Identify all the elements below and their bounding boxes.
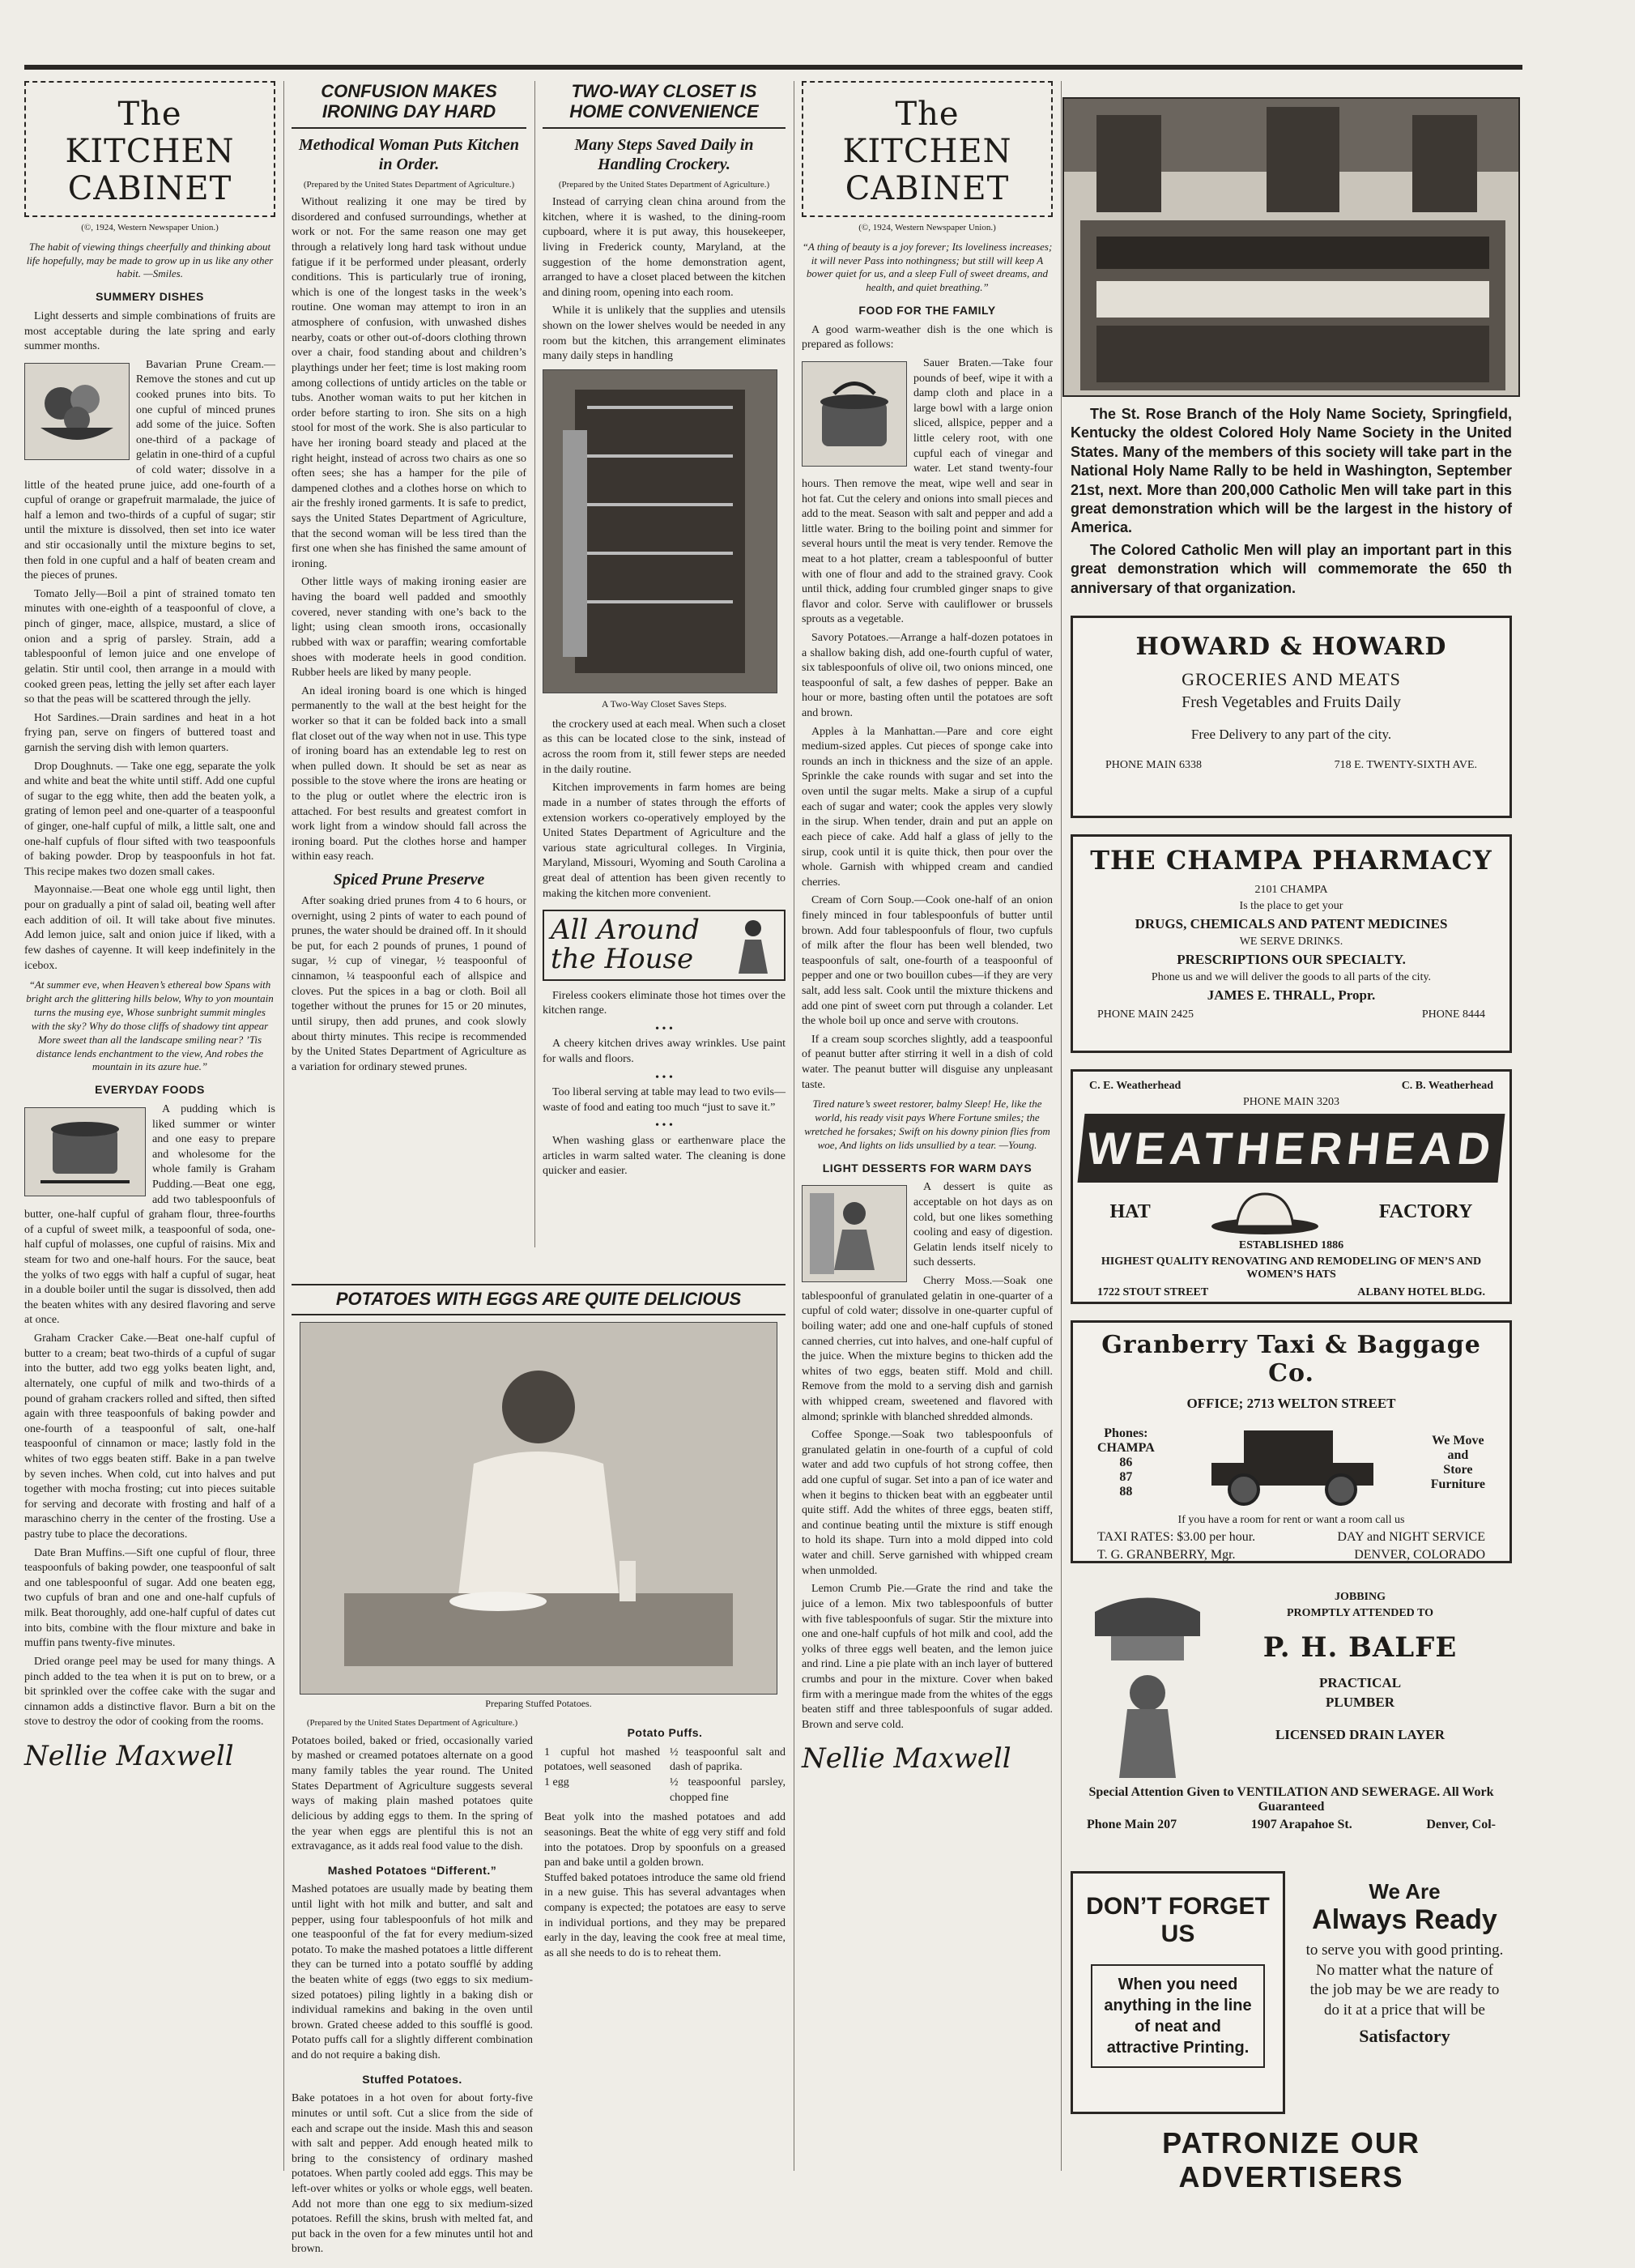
headline-prune: Spiced Prune Preserve — [333, 871, 485, 889]
ad-address: 1722 STOUT STREET — [1097, 1286, 1209, 1298]
paragraph: Cherry Moss.—Soak one tablespoonful of granulated gelatin in one-quarter of a cupful of cold water; dissolve in one-quarter cupful of boiling water; add one and one-half cupfuls of stoned canned cherries, cut into halves, and one-half cupful of the juice. When the mixture begins to thicken add the whites of two eggs, beaten stiff. Mold and chill. Remove from the mold to a serving dish and garnish with whipped cream, sweetened and flavored with almond; sprinkle with blanched shredded almonds. — [802, 1275, 1053, 1423]
bathroom-sink-icon — [1079, 1588, 1216, 1782]
paragraph: An ideal ironing board is one which is hinged permanently to the wall at the best height for the worker so that it can be folded back into a small flat closet out of the way when not in use. This type of ironing board has an extendable leg to rest on when pulled down. It should be set as near as possible to the stove where the irons are heating or to the plug or outlet where the electric iron is attached. For best results and greatest comfort in work light from a window should fall across the ironing board. Put the clothes horse and hamper within easy reach. — [292, 684, 526, 863]
ad-line: FACTORY — [1378, 1200, 1473, 1222]
paragraph: Coffee Sponge.—Soak two tablespoonfuls of granulated gelatin in one-fourth of a cupful of cold water and add two cupfuls of hot strong coffee, then add one cupful of sugar. Set into a pan of ice water and when it begins to thicken beat with an eggbeater until quite stiff. Add the whites of three eggs, beaten stiff, and continue beating until the mixture is stiff enough to hold its shape. Turn into a mold dipped into cold water and chill. Serve garnished with whipped cream when unmolded. — [802, 1429, 1053, 1577]
paragraph: Dried orange peel may be used for many things. A pinch added to the tea when it is put on to brew, or a bit sprinkled over the coffee cake with the sugar and cinnamon adds a distinctive flavor. Burn a bit on the stove to destroy the odor of cooking from the rooms. — [24, 1655, 275, 1729]
ad-line: DRUGS, CHEMICALS AND PATENT MEDICINES — [1135, 916, 1448, 932]
ad-balfe-plumber — [1071, 1580, 1512, 1855]
puffs-ingredients — [544, 1746, 786, 1805]
paragraph: Beat yolk into the mashed potatoes and add seasonings. Beat the white of egg very stiff and fold into the potatoes. Drop by spoonfuls on a greased pan and bake until a golden brown. — [544, 1811, 786, 1869]
news-caption — [1071, 405, 1512, 608]
paragraph: Bake potatoes in a hot oven for about forty-five minutes or until soft. Cut a slice from the side of each and scrape out the inside. Mash this and season with salt and pepper. Add enough heated milk to bring to the consistency of ordinary mashed potatoes. When partly cooled add eggs. This may be left-over whites or yolks or whole eggs, well beaten. Add not more than one egg to six medium-sized potatoes. Refill the skins, brush with melted fat, and put back in the oven for a few minutes until hot and brown. — [292, 2092, 533, 2256]
ad-line: and — [1447, 1448, 1469, 1462]
closet-shelves-icon — [559, 382, 761, 681]
group-photo-icon — [1064, 99, 1522, 399]
subheadline: Many Steps Saved Daily in Handling Crockery. — [574, 135, 754, 173]
signature: Nellie Maxwell — [24, 1739, 234, 1772]
box-title-line1: All Around — [551, 914, 700, 947]
paragraph: Mashed potatoes are usually made by beating them until light with hot milk and butter, and salt and pepper, using four tablespoonfuls of hot milk and one teaspoonful of the fat for every medium-sized potato. To make the mashed potatoes a little different they can be turned into a potato soufflé by adding the beaten white of eggs (two eggs to six medium-sized potatoes) piling lightly in a baking dish or individual ramekins and baking in the oven until brown. Grated cheese added to this soufflé is good. Potato puffs call for a slightly different combination and do not require a baking dish. — [292, 1883, 533, 2062]
ad-line: DAY and NIGHT SERVICE — [1337, 1530, 1485, 1544]
ad-title: DON’T FORGET — [1086, 1893, 1270, 1920]
potatoes-article — [292, 1284, 786, 2256]
all-around-house-box — [543, 910, 786, 980]
byline: (Prepared by the United States Department of Agriculture.) — [306, 1718, 518, 1729]
ad-line: Fresh Vegetables and Fruits Daily — [1182, 693, 1401, 711]
fruit-illustration — [24, 363, 130, 460]
holy-name-society-photo — [1062, 97, 1520, 397]
taxi-car-icon — [1195, 1418, 1390, 1507]
kettle-pot-icon — [810, 369, 899, 458]
ad-title: P. H. BALFE — [1262, 1631, 1458, 1664]
ad-line: 87 — [1119, 1470, 1133, 1484]
ad-phone: PHONE MAIN 6338 — [1105, 759, 1202, 771]
paragraph: the crockery used at each meal. When such a closet as this can be located close to the sink, instead of across the room from it, still fewer steps are needed in the daily routine. — [543, 718, 786, 776]
paragraph: If a cream soup scorches slightly, add a teaspoonful of peanut butter after stirring it well in a dish of cold water. The peanut butter will disguise any unpleasant taste. — [802, 1033, 1053, 1091]
ad-title: Granberry Taxi & Baggage Co. — [1101, 1331, 1481, 1388]
column-kitchen-cabinet-2 — [802, 81, 1053, 2171]
column-divider — [283, 81, 284, 2171]
ad-owner: C. E. Weatherhead — [1089, 1080, 1182, 1092]
ingredient: ½ teaspoonful salt and dash of paprika. — [669, 1746, 786, 1774]
ad-line: Satisfactory — [1359, 2025, 1450, 2046]
ad-footer — [1081, 1548, 1501, 1562]
masthead-line2: CABINET — [845, 170, 1010, 207]
taxi-services — [1431, 1434, 1485, 1492]
ad-line: JAMES E. THRALL, Propr. — [1207, 987, 1376, 1003]
paragraph: Mayonnaise.—Beat one whole egg until light, then pour on gradually a pint of salad oil, beating well after each addition of oil. It will take about five minutes. Add lemon juice, salt and onion juice if liked, with a few dashes of cayenne. It will keep indefinitely in the icebox. — [24, 884, 275, 972]
copyright: (©, 1924, Western Newspaper Union.) — [81, 223, 219, 232]
ad-title: We Are — [1369, 1879, 1441, 1904]
ad-address: 718 E. TWENTY-SIXTH AVE. — [1334, 759, 1477, 771]
kitchen-cabinet-masthead — [802, 81, 1053, 217]
paragraph: Apples à la Manhattan.—Pare and core eight medium-sized apples. Cut pieces of sponge cake into rounds an inch in thickness and the size of an apple. Sprinkle the cake rounds with sugar and set into the oven until the sugar melts. Make a sirup of a cupful each of sugar and water; cook the apples very slowly in the sirup. When tender, drain and put an apple on each piece of cake. Add half a glass of jelly to the sirup, cook until it is quite thick, then pour over the whole. Garnish with whipped cream and candied cherries. — [802, 725, 1053, 889]
ad-owner: C. B. Weatherhead — [1401, 1080, 1493, 1092]
hat-row — [1081, 1187, 1501, 1236]
ingredient: 1 cupful hot mashed potatoes, well seasoned — [544, 1746, 661, 1774]
paragraph: Instead of carrying clean china around from the kitchen, where it is washed, to the dining-room cupboard, where it is put away, this housekeeper, living in Frederick county, Maryland, at the suggestion of the home demonstration agent, arranged to have a closet placed between the kitchen and dining room, opening into each room. — [543, 196, 786, 299]
ad-line: We Move — [1432, 1434, 1484, 1447]
paragraph: Hot Sardines.—Drain sardines and heat in a hot frying pan, serve on fingers of buttered toast and garnish the serving dish with lemon quarters. — [24, 711, 275, 754]
ad-body: When you need anything in the line of neat and attractive Printing. — [1091, 1964, 1265, 2068]
news-paragraph: The Colored Catholic Men will play an important part in this great demonstration which will commemorate the 650 th anniversary of that organization. — [1071, 541, 1512, 596]
divider-dots: • • • — [655, 1071, 673, 1084]
newspaper-page — [24, 65, 1522, 2256]
ingredients-right — [670, 1746, 786, 1805]
section-heading: LIGHT DESSERTS FOR WARM DAYS — [822, 1161, 1033, 1174]
ad-line: JOBBING — [1334, 1591, 1386, 1603]
poem: “At summer eve, when Heaven’s ethereal bow Spans with bright arch the glittering hills below, Why to yon mountain turns the musing eye, Whose sunbright summit mingles with the sky? Why do those cliffs of shadowy tint appear More sweet than all the landscape smiling near? ’Tis distance lends enchantment to the view, And robes the mountain in its azure hue.” — [26, 978, 274, 1073]
patronize-banner: PATRONIZE OUR ADVERTISERS — [1162, 2126, 1420, 2193]
ad-phone: PHONE 8444 — [1421, 1008, 1485, 1021]
ad-address: Denver, Col- — [1426, 1818, 1496, 1831]
masthead-title — [31, 96, 269, 207]
ad-footer — [1079, 1818, 1504, 1832]
ad-title: US — [1160, 1921, 1195, 1947]
ad-line: T. G. GRANBERRY, Mgr. — [1097, 1548, 1236, 1562]
paragraph: A good warm-weather dish is the one which is prepared as follows: — [802, 323, 1053, 352]
ad-line: 86 — [1119, 1456, 1133, 1469]
pudding-illustration — [24, 1107, 146, 1196]
paragraph: While it is unlikely that the supplies and utensils shown on the lower shelves would be needed in any room but the kitchen, this arrangement eliminates many daily steps in handling — [543, 305, 786, 363]
masthead-title — [808, 96, 1046, 207]
ad-line: Store — [1443, 1463, 1473, 1477]
paragraph: Lemon Crumb Pie.—Grate the rind and take the juice of a lemon. Mix two tablespoonfuls of butter with five tablespoonfuls of sugar. Stir the mixture into one and one-half cupfuls of hot milk and cool, add the yolks of three eggs well beaten, and the lemon juice and rind. Line a pie plate with an inch layer of buttered crumbs and pour in the mixture. Cover when baked firm with a meringue made from the whites of the eggs beaten stiff and three tablespoonfuls of sugar added. Brown and serve cold. — [802, 1583, 1053, 1731]
potatoes-body — [292, 1717, 786, 2257]
ad-line: CHAMPA — [1097, 1441, 1155, 1455]
paragraph: Kitchen improvements in farm homes are being made in a number of states through the efforts of extension workers co-operatively employed by the United States Department of Agriculture and the various state agricultural colleges. In Virginia, Maryland, Missouri, Wyoming and South Carolina a great deal of attention has been given recently to making the kitchen more convenient. — [543, 782, 786, 900]
masthead-line1: The KITCHEN — [842, 96, 1012, 170]
weatherhead-logo: WEATHERHEAD — [1078, 1114, 1505, 1183]
ad-line: OFFICE; 2713 WELTON STREET — [1186, 1396, 1396, 1411]
ad-line: Special Attention Given to VENTILATION AND SEWERAGE. All Work Guaranteed — [1088, 1785, 1494, 1814]
ad-line: 88 — [1119, 1485, 1133, 1498]
ad-always-ready — [1297, 1871, 1512, 2114]
ingredient: ½ teaspoonful parsley, chopped fine — [669, 1776, 786, 1804]
balfe-text — [1216, 1588, 1504, 1782]
byline: (Prepared by the United States Department of Agriculture.) — [303, 179, 515, 190]
stuffed-potatoes-photo — [300, 1322, 777, 1695]
ad-line: HAT — [1109, 1200, 1151, 1222]
dessert-illustration — [802, 1185, 907, 1282]
ad-title: Always Ready — [1312, 1904, 1497, 1935]
news-paragraph: The St. Rose Branch of the Holy Name Society, Springfield, Kentucky the oldest Colored Holy Name Society in the United States. Many of the members of this society will take part in the National Holy Name Rally to be held in Washington, September 21st, next. More than 200,000 Catholic Men will take part in this great demonstration which will be the largest in the history of America. — [1071, 406, 1512, 536]
paragraph: Other little ways of making ironing easier are having the board well padded and smoothly covered, never standing with one’s back to the light; using clean smooth irons, occasionally rubbed with wax or paraffin; wearing comfortable shoes with moderate heels in good condition. Rubber heels are liked by many people. — [292, 576, 526, 680]
column-closet — [543, 81, 786, 1247]
ad-phone: PHONE MAIN 2425 — [1097, 1008, 1194, 1021]
paragraph: Drop Doughnuts. — Take one egg, separate the yolk and white and beat the white until stiff. Add one cupful of sugar to the egg white, then add the beaten yolk, a grating of lemon peel and one-quarter of a teaspoonful of ginger, one-half cupful of milk, a little salt, one and one-half cupfuls of flour sifted with two teaspoonfuls of baking powder. Drop by teaspoonfuls in hot fat. This recipe makes two dozen small cakes. — [24, 760, 275, 878]
ad-granberry-taxi — [1071, 1320, 1512, 1563]
paragraph: Stuffed baked potatoes introduce the same old friend in a new guise. This has several advantages when company is expected; the potatoes are easy to serve in individual portions, and they may be prepared early in the day, leaving the cook free at meal time, as all she needs to do is to reheat them. — [544, 1871, 786, 1959]
column-divider — [534, 81, 535, 1247]
woman-cooking-icon — [810, 1193, 899, 1274]
taxi-phones — [1097, 1426, 1155, 1499]
ad-line: LICENSED DRAIN LAYER — [1275, 1727, 1446, 1742]
kitchen-cabinet-masthead — [24, 81, 275, 217]
ad-address: 1907 Arapahoe St. — [1250, 1818, 1352, 1831]
ad-champa-pharmacy — [1071, 834, 1512, 1053]
ad-line: PRESCRIPTIONS OUR SPECIALTY. — [1177, 952, 1406, 967]
paragraph: A dessert is quite as acceptable on hot days as on cold, but one likes something cooling and easy of digestion. Gelatin lends itself nicely to such desserts. — [913, 1181, 1053, 1269]
headline: TWO-WAY CLOSET IS HOME CONVENIENCE — [543, 81, 786, 129]
section-heading: SUMMERY DISHES — [96, 290, 204, 304]
divider-dots: • • • — [655, 1119, 673, 1132]
byline: (Prepared by the United States Department of Agriculture.) — [558, 179, 770, 190]
pudding-steamer-icon — [32, 1113, 138, 1190]
ad-line: Furniture — [1430, 1477, 1485, 1491]
fruit-bowl-icon — [32, 371, 121, 452]
paragraph: Date Bran Muffins.—Sift one cupful of flour, three teaspoonfuls of baking powder, one teaspoonful of salt and one tablespoonful of sugar. Add one beaten egg, two cupfuls of bran and one and one-half cupfuls of milk. Beat thoroughly, add one-half cupful of dates cut into bits, combine with the flour mixture and bake in muffin pans twenty-five minutes. — [24, 1546, 275, 1650]
box-title-line2: the House — [551, 942, 694, 975]
paragraph: Cream of Corn Soup.—Cook one-half of an onion finely minced in four tablespoonfuls of butter until brown. Add four tablespoonfuls of flour, two cupfuls of milk after the flour has been well blended, two teaspoonfuls of salt, one-fourth of a teaspoonful of pepper and one or two bouillon cubes—if they are very salt, add less salt. Cook until the mixture thickens and add one pint of sweet corn put through a colander. Let the whole boil up once and serve with croutons. — [802, 894, 1053, 1028]
ingredient: 1 egg — [544, 1776, 569, 1789]
ad-howard-howard — [1071, 616, 1512, 818]
photo-caption: Preparing Stuffed Potatoes. — [485, 1698, 592, 1710]
subheading: Potato Puffs. — [627, 1726, 703, 1740]
paragraph: Graham Cracker Cake.—Beat one-half cupful of butter to a cream; beat two-thirds of a cupful of sugar into the butter, add two egg yolks beaten light, and, alternately, one cupful of milk and two-thirds of a pound of graham crackers rolled and sifted, then sifted again with three teaspoonfuls of baking powder and one-fourth of a teaspoonful of salt, one-half teaspoonful of cinnamon or mace; lastly fold in the whites of two eggs beaten stiff. Bake in a pan twelve by seven inches. When cold, cut into halves and put together with mocha frosting; cut into pieces suitable for serving and decorate with frosting and half of a maraschino cherry in the center of the frosting. Use a pastry tube to place the decorations. — [24, 1332, 275, 1541]
ad-line: If you have a room for rent or want a room call us — [1177, 1514, 1405, 1526]
masthead-line2: CABINET — [67, 170, 232, 207]
ad-footer — [1081, 1286, 1501, 1299]
household-hint: Too liberal serving at table may lead to two evils—waste of food and eating too much “just to save it.” — [543, 1086, 786, 1114]
ad-weatherhead — [1071, 1069, 1512, 1304]
signature: Nellie Maxwell — [802, 1742, 1011, 1776]
ad-body: to serve you with good printing. No matter what the nature of the job may be we are ready to do it at a price that will be — [1305, 1942, 1504, 2019]
hat-icon — [1208, 1187, 1322, 1236]
poem: Tired nature’s sweet restorer, balmy Sleep! He, like the world, his ready visit pays Where Fortune smiles; the wretched he forsakes; Swift on his downy pinion flies from woe, And lights on lids unsullied by a tear. —Young. — [804, 1098, 1050, 1151]
paragraph: Sauer Braten.—Take four pounds of beef, wipe it with a damp cloth and place in a large bowl with a large onion sliced, allspice, pepper and a little celery root, with one cupful each of vinegar and water. Let stand twenty-four hours. Then remove the meat, wipe well and sear in hot fat. Cut the celery and onions into small pieces and add to the meat. Season with salt and pepper and add a little water. Bring to the boiling point and simmer for several hours until the meat is very tender. Remove the meat to a hot platter, cream a tablespoonful of butter with one of flour and add to the strained gravy. Cook until thick, adding four crumbled ginger snaps to give flavor and color. Serve with cauliflower or brussels sprouts as a vegetable. — [802, 357, 1053, 626]
potatoes-right-column — [544, 1717, 786, 2257]
ad-line: Free Delivery to any part of the city. — [1190, 727, 1392, 742]
ad-line: DENVER, COLORADO — [1354, 1548, 1485, 1562]
ad-line: Is the place to get your — [1239, 900, 1343, 912]
paragraph: A pudding which is liked summer or winter and one easy to prepare and wholesome for the whole family is Graham Pudding.—Beat one egg, add two tablespoonfuls of butter, one-half cupful of graham flour, three-fourths of a cupful of sweet milk, a teaspoonful of soda, one-half cupful of molasses, one cupful of raisins. Mix and steam for two and one-half hours. For the sauce, beat the yolks of two eggs with half a cupful of sugar, heat in a double boiler until the sugar is dissolved, then add the beaten whites with any desired flavoring and serve at once. — [24, 1102, 275, 1327]
household-hint: A cheery kitchen drives away wrinkles. Use paint for walls and floors. — [543, 1038, 786, 1065]
ad-line: PROMPTLY ATTENDED TO — [1286, 1607, 1433, 1619]
ad-title: THE CHAMPA PHARMACY — [1090, 845, 1492, 876]
subheading: Stuffed Potatoes. — [362, 2072, 462, 2086]
household-hint: Fireless cookers eliminate those hot times over the kitchen range. — [543, 989, 786, 1017]
column-divider — [1061, 81, 1062, 2171]
ad-footer — [1081, 1008, 1501, 1021]
section-heading: EVERYDAY FOODS — [95, 1083, 205, 1097]
ad-title: HOWARD & HOWARD — [1135, 633, 1447, 661]
paragraph: Potatoes boiled, baked or fried, occasionally varied by mashed or creamed potatoes alternate on a good many family tables the year round. The United States Department of Agriculture suggests several ways of making plain mashed potatoes quite delicious by adding eggs to them. In the spring of the year when eggs are plentiful this is not an extravagance, as it adds real food value to the dish. — [292, 1734, 533, 1853]
paragraph: Light desserts and simple combinations of fruits are most acceptable during the late spring and early summer months. — [24, 309, 275, 353]
copyright: (©, 1924, Western Newspaper Union.) — [858, 223, 996, 232]
paragraph: Savory Potatoes.—Arrange a half-dozen potatoes in a shallow baking dish, add one-fourth cupful of water, six tablespoonfuls of olive oil, two onions minced, one teaspoonful of salt, a few dashes of pepper. Bake an hour or more, basting often until the potatoes are soft and brown. — [802, 631, 1053, 720]
woman-preparing-potatoes-icon — [312, 1334, 765, 1682]
ad-phone: Phone Main 207 — [1087, 1818, 1177, 1831]
headline: POTATOES WITH EGGS ARE QUITE DELICIOUS — [292, 1284, 786, 1315]
kettle-illustration — [802, 361, 907, 467]
ad-line: HIGHEST QUALITY RENOVATING AND REMODELING OF MEN’S AND WOMEN’S HATS — [1101, 1256, 1482, 1281]
column-ironing — [292, 81, 526, 1247]
subheading: Mashed Potatoes “Different.” — [327, 1863, 497, 1877]
taxi-row — [1081, 1415, 1501, 1511]
photo-caption: A Two-Way Closet Saves Steps. — [601, 697, 727, 710]
ad-line: GROCERIES AND MEATS — [1182, 669, 1401, 689]
section-heading: FOOD FOR THE FAMILY — [858, 304, 996, 318]
ad-dont-forget — [1071, 1871, 1285, 2114]
ad-footer — [1081, 759, 1501, 772]
household-hint: When washing glass or earthenware place the articles in warm salted water. The cleaning is done quicker and easier. — [543, 1135, 786, 1178]
epigraph: The habit of viewing things cheerfully and thinking about life hopefully, may be made to grow up in us like any other habit. —Smiles. — [26, 240, 274, 280]
ad-line: Phone us and we will deliver the goods to all parts of the city. — [1151, 971, 1432, 983]
closet-photo — [543, 369, 777, 693]
paragraph: Tomato Jelly—Boil a pint of strained tomato ten minutes with one-eighth of a teaspoonful of clove, a pinch of ginger, mace, allspice, mustard, a slice of onion and a sprig of parsley. Strain, add a tablespoonful of lemon juice and one envelope of gelatin. Stir until cool, then arrange in a mould with cooked green peas, letting the jelly set after each layer so that the peas will be scattered through the jelly. — [24, 587, 275, 706]
ad-header — [1081, 1080, 1501, 1093]
paragraph: Bavarian Prune Cream.— Remove the stones and cut up cooked prunes into bits. To one cupful of minced prunes add some of the juice. Soften one-third of a package of gelatin in one-third of a cupful of cold water; dissolve in a little of the heated prune juice, add one-fourth of a cupful of orange or grapefruit marmalade, the juice of half a lemon and two-thirds of a cupful of sugar; stir until the mixture is dissolved, then set into ice water and stir occasionally until the mixture begins to set, then fold in one cupful and a half of beaten cream and the pieces of prunes. — [24, 358, 275, 582]
housewife-icon — [729, 917, 777, 974]
ad-address: ALBANY HOTEL BLDG. — [1357, 1286, 1485, 1298]
masthead-line1: The KITCHEN — [65, 96, 235, 170]
ad-line: PRACTICAL — [1318, 1675, 1402, 1690]
ad-line: TAXI RATES: $3.00 per hour. — [1097, 1530, 1256, 1544]
ad-line: ESTABLISHED 1886 — [1238, 1239, 1344, 1251]
headline: CONFUSION MAKES IRONING DAY HARD — [292, 81, 526, 129]
paragraph: After soaking dried prunes from 4 to 6 hours, or overnight, using 2 pints of water to each pound of prunes, the water should be drained off. In it should be put, for each 2 pounds of prunes, 1 pound of sugar, ½ cup of vinegar, ½ teaspoonful of cinnamon, ¼ teaspoonful each of allspice and cloves. Put the spices in a bag or cloth. Boil all together without the prunes for 15 or 20 minutes, until sirupy, then add prunes, and cook slowly about thirty minutes. This recipe is recommended by the United States Department of Agriculture as a variation for ordinary stewed prunes. — [292, 895, 526, 1073]
paragraph: Without realizing it one may be tired by disordered and confused surroundings, whether at work or not. For the same reason one may get through a relatively long hard task without undue fatigue if it be performed under pleasant, orderly conditions. This is particularly true of ironing, which is one of the longest tasks in the week’s routine. One woman may attempt to iron in an atmosphere of confusion, with unwashed dishes nearby, coats or other out-of-doors clothing thrown over a chair, food standing about and children’s playthings under her feet; time is lost making room among collections of untidy articles on the table or tubs. Another woman waits to put her kitchen in order before starting to iron. She sits on a high stool for most of the work. She is also particular to have her ironing board steady and placed at the right height, instead of across two chairs as one so often sees; she has a hamper for the pile of dampened clothes and a clothes horse on which to air the freshly ironed garments. It is safe to predict, says the United States Department of Agriculture, that the second woman will be less tired than the first one when she has finished the same amount of ironing. — [292, 196, 526, 570]
balfe-layout — [1079, 1588, 1504, 1782]
potatoes-left-column — [292, 1717, 533, 2257]
ad-line: 2101 CHAMPA — [1254, 884, 1328, 896]
ad-line: WE SERVE DRINKS. — [1239, 936, 1343, 948]
ingredients-left — [544, 1746, 660, 1805]
poem: “A thing of beauty is a joy forever; Its loveliness increases; it will never Pass into nothingness; but still will keep A bower quiet for us, and a sleep Full of sweet dreams, and health, and quiet breathing.” — [802, 240, 1053, 294]
ad-line: PLUMBER — [1326, 1695, 1394, 1710]
column-kitchen-cabinet-1 — [24, 81, 275, 2171]
ad-phone: PHONE MAIN 3203 — [1243, 1096, 1339, 1108]
box-title — [551, 916, 700, 974]
ad-footer — [1081, 1530, 1501, 1545]
ad-line: Phones: — [1104, 1426, 1148, 1440]
divider-dots: • • • — [655, 1022, 673, 1035]
subheadline: Methodical Woman Puts Kitchen in Order. — [298, 135, 520, 173]
